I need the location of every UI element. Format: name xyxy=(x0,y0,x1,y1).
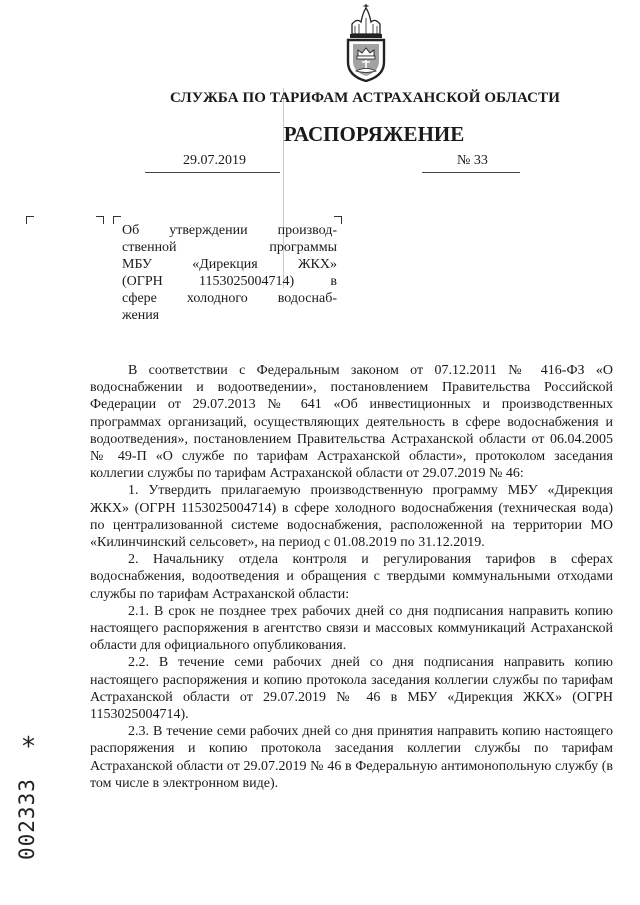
document-date: 29.07.2019 xyxy=(183,153,246,168)
coat-of-arms-icon xyxy=(343,4,389,82)
preamble-paragraph: В соответствии с Федеральным законом от 07.12.2011 № 416-ФЗ «О водоснабжении и водоотведении», постановлением Правительства Российской Федерации от 29.07.2013 № 641 «Об инвестиционных и производственных программах организаций, осуществляющих деятельность в сфере водоснабжения и водоотведения», постановлением Правительства Астраханской области от 06.04.2005 № 49-П «О службе по тарифам Астраханской области», протоколом заседания коллегии службы по тарифам Астраханской области от 29.07.2019 № 46: xyxy=(90,363,613,482)
margin-corner-mark xyxy=(96,216,104,224)
document-body xyxy=(90,362,613,792)
document-number: № 33 xyxy=(457,153,488,168)
document-subject xyxy=(122,222,337,324)
clause-2-3: 2.3. В течение семи рабочих дней со дня принятия направить копию настоящего распоряжения и копию протокола заседания коллегии службы по тарифам Астраханской области от 29.07.2019 № 46 в Федеральную антимонопольную службу (в том числе в электронном виде). xyxy=(90,724,613,791)
subject-line: (ОГРН 1153025004714) в xyxy=(122,274,337,289)
clause-2-1: 2.1. В срок не позднее трех рабочих дней со дня подписания направить копию настоящего распоряжения в агентство связи и массовых коммуникаций Астраханской области для официального опубликования. xyxy=(90,603,613,654)
clause-2-2: 2.2. В течение семи рабочих дней со дня подписания направить копию настоящего распоряжения и копию протокола заседания коллегии службы по тарифам Астраханской области от 29.07.2019 № 46 в МБУ «Дирекция ЖКХ» (ОГРН 1153025004714). xyxy=(90,655,613,723)
subject-line: жения xyxy=(122,308,160,323)
registration-stamp-number: 002333 xyxy=(15,778,39,860)
clause-2: 2. Начальнику отдела контроля и регулирования тарифов в сферах водоснабжения, водоотведения и обращения с твердыми коммунальными отходами службы по тарифам Астраханской области: xyxy=(90,552,613,602)
subject-line: МБУ «Дирекция ЖКХ» xyxy=(122,257,337,272)
date-underline xyxy=(145,172,280,173)
subject-line: ственной программы xyxy=(122,240,337,255)
clause-1: 1. Утвердить прилагаемую производственную программу МБУ «Дирекция ЖКХ» (ОГРН 1153025004714) в сфере холодного водоснабжения (техническая вода) по централизованной системе водоснабжения, расположенной на территории МО «Килинчинский сельсовет», на период с 01.08.2019 по 31.12.2019. xyxy=(90,483,613,551)
subject-line: Об утверждении производ- xyxy=(122,223,337,238)
subject-corner-mark xyxy=(113,216,121,224)
number-underline xyxy=(422,172,520,173)
margin-corner-mark xyxy=(26,216,34,224)
subject-line: сфере холодного водоснаб- xyxy=(122,291,337,306)
stamp-star: * xyxy=(22,732,35,762)
document-type: РАСПОРЯЖЕНИЕ xyxy=(283,122,465,146)
organization-name: СЛУЖБА ПО ТАРИФАМ АСТРАХАНСКОЙ ОБЛАСТИ xyxy=(170,90,560,106)
